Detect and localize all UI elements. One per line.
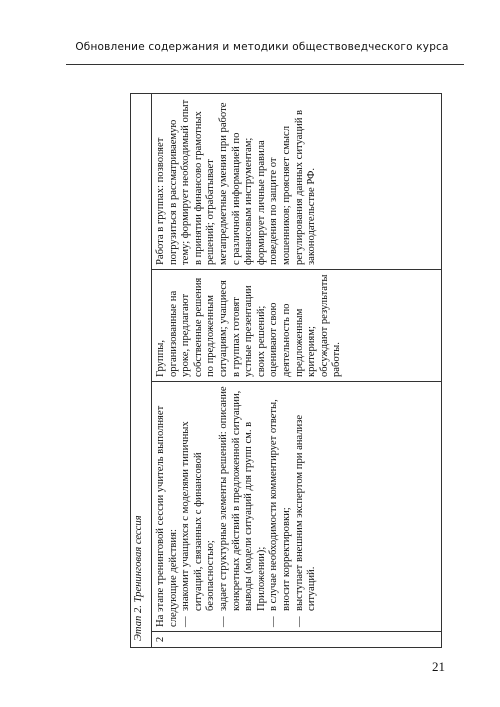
- dash-marker: —: [268, 616, 280, 627]
- stage-title-cell: [131, 94, 152, 648]
- result-text: Работа в группах: позволяет погрузиться в рассматриваемую тему; формирует необходимый опыт в принятии финансово грамотных решений; отрабатывает метапредметные умения при работе с различной информацией по финансовым инструментам; формирует личные правила поведения по защите от мошенников; проясняет смысл регулирования данных ситуаций в законодательстве РФ.: [155, 99, 318, 265]
- stage-title: Этап 2. Тренинговая сессия: [133, 515, 144, 641]
- page-number: 21: [432, 659, 445, 674]
- teacher-item: [218, 386, 268, 627]
- dash-marker: —: [217, 616, 229, 627]
- teacher-item-text: знакомит учащихся с моделями типичных ситуаций, связанных с финансовой безопасностью;: [180, 421, 217, 611]
- stage-row: [131, 94, 152, 648]
- methodology-table: [130, 93, 442, 648]
- teacher-item: [294, 386, 319, 627]
- dash-marker: —: [180, 616, 192, 627]
- teacher-item-text: выступает внешним экспертом при анализе ситуаций.: [293, 414, 318, 611]
- rotated-table-container: [130, 93, 442, 648]
- teacher-item-text: в случае необходимости комментирует ответы, вносит корректировки;: [268, 399, 292, 611]
- teacher-item: [268, 386, 293, 627]
- table-row: [152, 94, 442, 648]
- running-header: Обновление содержания и методики обществоведческого курса: [75, 41, 449, 53]
- teacher-item-text: задает структурные элементы решений: описание конкретных действий в предложенной ситуации, выводы (модели ситуаций для групп см. в Приложении);: [217, 386, 267, 611]
- teacher-intro: На этапе тренинговой сессии учитель выполняет следующие действия:: [155, 405, 179, 627]
- result-cell: [152, 94, 442, 270]
- dash-marker: —: [293, 616, 305, 627]
- student-actions-cell: [152, 270, 442, 382]
- student-actions-text: Группы, организованные на уроке, предлагают собственные решения по предложенным ситуациям; учащиеся в группах готовят устные презентации своих решений; оценивают свою деятельность по предложенным критериям; обсуждают результаты работы.: [155, 274, 343, 377]
- row-number: 2: [152, 632, 442, 648]
- header-rule: [66, 64, 464, 65]
- teacher-item: [180, 386, 218, 627]
- teacher-actions-cell: [152, 382, 442, 632]
